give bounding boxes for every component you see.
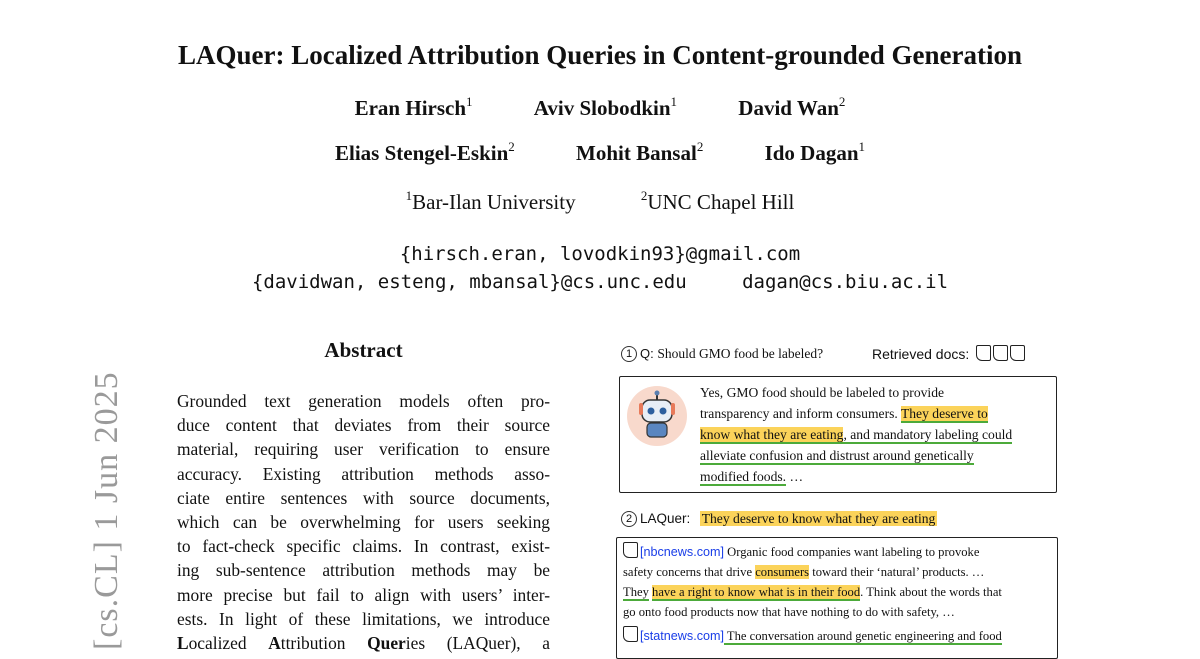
abstract-line-last: Localized Attribution Queries (LAQuer), a: [177, 632, 550, 653]
email-group: {davidwan, esteng, mbansal}@cs.unc.edu: [251, 271, 687, 293]
document-icon: [993, 345, 1008, 361]
figure-step2-laquer: 2 LAQuer: They deserve to know what they are eating: [621, 511, 937, 527]
laquer-query: They deserve to know what they are eating: [701, 511, 936, 526]
generated-answer-box: [619, 376, 1057, 493]
robot-icon: [627, 386, 687, 446]
abstract-line: ciate entire sentences with source documents,: [177, 487, 550, 508]
abstract-body: [177, 389, 550, 655]
document-icon: [623, 542, 638, 558]
step-number-badge: 1: [621, 346, 637, 362]
highlighted-claim: know what they are eating: [700, 427, 844, 442]
document-icon: [976, 345, 991, 361]
author: Mohit Bansal$^2$: [576, 139, 704, 165]
abstract-line: duce content that deviates from their source: [177, 415, 550, 436]
doc-result: [nbcnews.com] Organic food companies want labeling to provoke safety concerns that drive consumers toward their ‘natural’ products. … They have a right to know what is in their food. Think about the words that go onto food products now that have nothing to do with safety, …: [623, 542, 1055, 622]
document-icon: [1010, 345, 1025, 361]
robot-avatar: [627, 386, 687, 446]
arxiv-id-text: [cs.CL] 1 Jun 2025: [88, 371, 125, 650]
step-number-badge: 2: [621, 511, 637, 527]
answer-text: Yes, GMO food should be labeled to provide transparency and inform consumers. They deserve to know what they are eating, and mandatory labeling could alleviate confusion and distrust around genetically modified foods. …: [700, 385, 1013, 484]
abstract-line: ests. In light of these limitations, we introduce: [177, 608, 550, 629]
authors-row-2: [0, 141, 1200, 166]
doc-source: [statnews.com]: [640, 629, 724, 643]
author: Elias Stengel-Eskin$^2$: [334, 139, 515, 165]
question-text: Should GMO food be labeled?: [657, 346, 824, 361]
abstract-line: ing sub-sentence attribution methods may be: [177, 560, 550, 581]
doc-source: [nbcnews.com]: [640, 545, 724, 559]
author: David Wan$^2$: [738, 94, 846, 120]
arxiv-sidebar: [30, 371, 125, 650]
abstract-heading: Abstract: [324, 338, 403, 362]
highlighted-claim: They deserve to: [900, 406, 988, 421]
emails-line-2: [0, 271, 1200, 293]
email: dagan@cs.biu.ac.il: [742, 271, 949, 293]
affiliation: $^2$UNC Chapel Hill: [640, 188, 795, 214]
affiliations: [0, 190, 1200, 215]
abstract-line: Grounded text generation models often pro-: [177, 391, 550, 411]
affiliation: $^1$Bar-Ilan University: [405, 188, 576, 214]
figure-step1-question: 1 Q: Should GMO food be labeled?: [621, 346, 823, 362]
author: Eran Hirsch$^1$: [354, 94, 473, 120]
abstract-line: accuracy. Existing attribution methods asso-: [177, 463, 550, 484]
abstract-line: to fact-check specific claims. In contrast, exist-: [177, 536, 550, 557]
abstract-line: more precise but fail to align with users’ inter-: [177, 584, 550, 605]
abstract-line: material, requiring user verification to ensure: [177, 439, 550, 460]
doc-result: [statnews.com] The conversation around genetic engineering and food: [623, 626, 1055, 646]
attributed-span: have a right to know what is in their food: [652, 585, 861, 599]
abstract-line: which can be overwhelming for users seeking: [177, 511, 550, 532]
emails-line-1: {hirsch.eran, lovodkin93}@gmail.com: [399, 243, 801, 265]
retrieved-docs-label: Retrieved docs:: [872, 345, 1027, 362]
paper-title: LAQuer: Localized Attribution Queries in Content-grounded Generation: [178, 40, 1022, 70]
author: Aviv Slobodkin$^1$: [533, 94, 678, 120]
author: Ido Dagan$^1$: [764, 139, 866, 165]
attribution-results-box: [616, 537, 1058, 659]
document-icon: [623, 626, 638, 642]
authors-row-1: [0, 96, 1200, 121]
